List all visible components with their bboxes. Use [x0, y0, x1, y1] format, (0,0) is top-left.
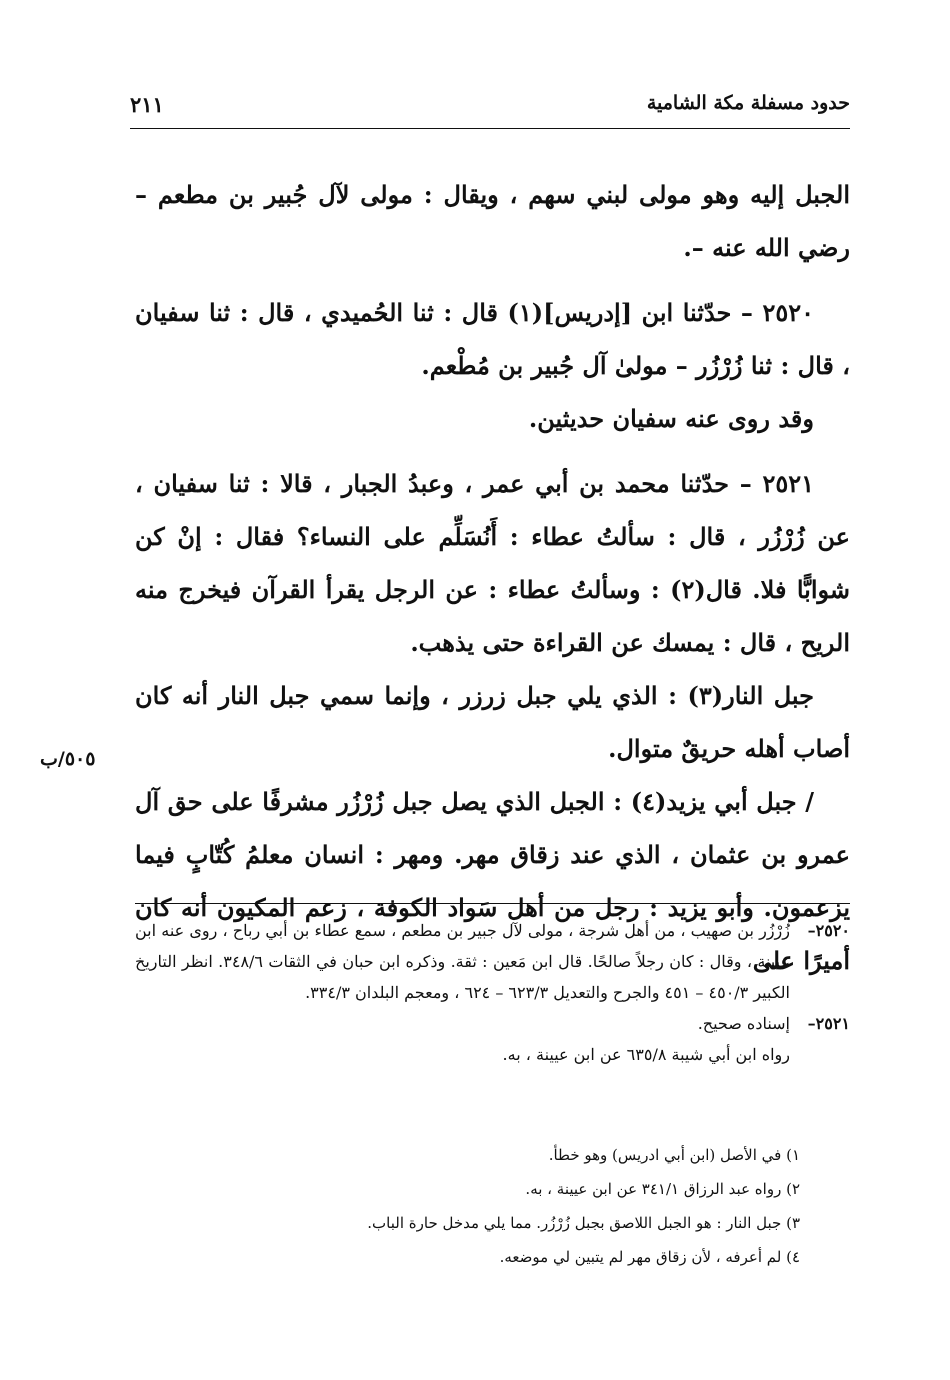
footnote-rule: [135, 903, 850, 904]
manuscript-folio-marker: ٥٠٥/ب: [40, 748, 96, 770]
note-number: ٢٥٢١–: [807, 1014, 850, 1033]
page-number: ٢١١: [130, 92, 164, 117]
footnote-3: ٣) جبل النار : هو الجبل اللاصق بجبل زُرْزُر. مما يلي مدخل حارة الباب.: [367, 1214, 800, 1232]
paragraph-jabal-abi-yazid: / جبل أبي يزيد(٤) : الجبل الذي يصل جبل زُرْزُر مشرفًا على حق آل عمرو بن عثمان ، الذي عند زقاق مهر. ومهر : انسان معلمُ كُتّابٍ فيما يزعمون. وأبو يزيد : رجل من أهل سَواد الكوفة ، زعم المكيون أنه كان أميرًا على: [135, 787, 850, 975]
commentary-notes: [135, 915, 850, 1070]
footnote-1: ١) في الأصل (ابن أبي ادريس) وهو خطأ.: [548, 1146, 800, 1164]
footnote-4: ٤) لم أعرفه ، لأن زقاق مهر لم يتبين لي موضعه.: [499, 1248, 800, 1266]
paragraph-continuation: الجبل إليه وهو مولى لبني سهم ، ويقال : مولى لآل جُبير بن مطعم – رضي الله عنه –.: [135, 180, 850, 262]
note-2521: [135, 1008, 850, 1039]
page-header: [130, 92, 850, 126]
hadith-2521: ٢٥٢١ – حدّثنا محمد بن أبي عمر ، وعبدُ الجبار ، قالا : ثنا سفيان ، عن زُرْزُر ، قال : سألتُ عطاء : أَنُسَلِّم على النساء؟ فقال : إنْ كن شوابًّا فلا. قال(٢) : وسألتُ عطاء : عن الرجل يقرأ القرآن فيخرج منه الريح ، قال : يمسك عن القراءة حتى يذهب.: [135, 469, 850, 657]
footnote-2: ٢) رواه عبد الرزاق ٣٤١/١ عن ابن عيينة ، به.: [525, 1180, 800, 1198]
main-text: [135, 168, 850, 987]
header-rule: [130, 128, 850, 129]
note-text: زُرْزُر بن صهيب ، من أهل شرجة ، مولى لآل جبير بن مطعم ، سمع عطاء بن أبي رباح ، روى عنه ابن عيينة ، وقال : كان رجلاً صالحًا. قال ابن مَعين : ثقة. وذكره ابن حبان في الثقات ٣٤٨/٦. انظر التاريخ الكبير ٤٥٠/٣ – ٤٥١ والجرح والتعديل ٦٢٣/٣ – ٦٢٤ ، ومعجم البلدان ٣٣٤/٣.: [135, 921, 791, 1002]
paragraph-jabal-al-nar: جبل النار(٣) : الذي يلي جبل زرزر ، وإنما سمي جبل النار أنه كان أصاب أهله حريقٌ متوال.: [135, 681, 850, 763]
hadith-2520-note: وقد روى عنه سفيان حديثين.: [528, 404, 814, 433]
note-2520: [135, 915, 850, 1008]
note-text: إسناده صحيح.: [697, 1014, 790, 1033]
note-2521-extra: رواه ابن أبي شيبة ٦٣٥/٨ عن ابن عيينة ، به.: [502, 1045, 790, 1064]
running-title: حدود مسفلة مكة الشامية: [646, 92, 850, 114]
note-number: ٢٥٢٠–: [807, 921, 850, 940]
footnotes: [135, 1138, 850, 1274]
hadith-2520: ٢٥٢٠ – حدّثنا ابن [إدريس](١) قال : ثنا الحُميدي ، قال : ثنا سفيان ، قال : ثنا زُرْزُر – مولىٰ آل جُبير بن مُطْعم.: [135, 298, 850, 380]
